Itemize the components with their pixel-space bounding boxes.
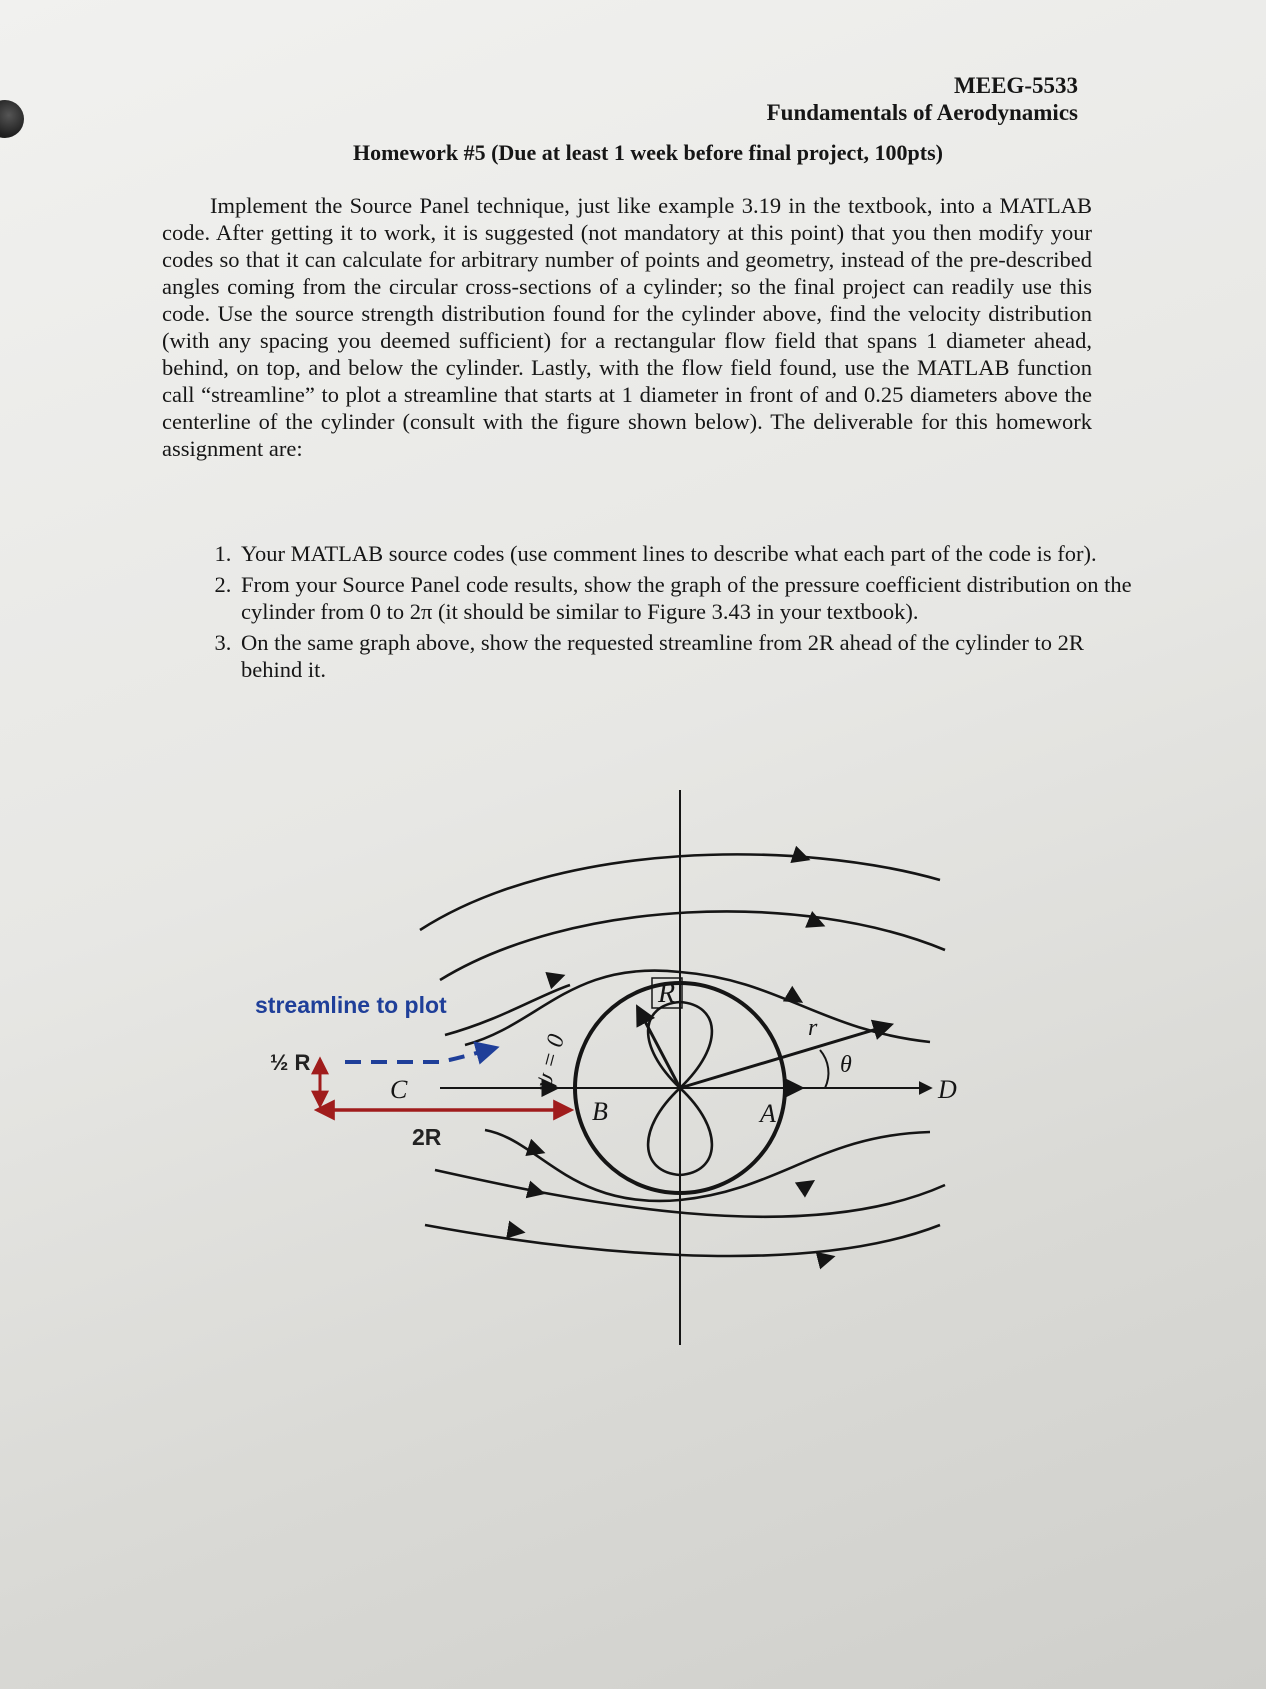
point-label-D: D bbox=[938, 1075, 957, 1104]
point-label-B: B bbox=[592, 1097, 608, 1126]
deliverables-list bbox=[195, 540, 1142, 687]
radius-label-R: R bbox=[658, 978, 676, 1009]
flow-arrow bbox=[800, 1182, 812, 1190]
offset-label: ½ R bbox=[270, 1050, 311, 1075]
psi-zero-label: ψ = 0 bbox=[530, 1031, 571, 1092]
deliverable-item: 3. On the same graph above, show the requested streamline from 2R ahead of the cylinder to 2R behind it. bbox=[237, 629, 1142, 683]
flow-arrow bbox=[790, 995, 800, 1001]
intro-paragraph: Implement the Source Panel technique, just like example 3.19 in the textbook, into a MATLAB code. After getting it to work, it is suggested (not mandatory at this point) that you then modify your codes so that it can calculate for arbitrary number of points and geometry, instead of the pre-described angles coming from the circular cross-sections of a cylinder; so the final project can readily use this code. Use the source strength distribution found for the cylinder above, find the velocity distribution (with any spacing you deemed sufficient) for a rectangular flow field that spans 1 diameter ahead, behind, on top, and below the cylinder. Lastly, with the flow field found, use the MATLAB function call “streamline” to plot a streamline that starts at 1 diameter in front of and 0.25 diameters above the centerline of the cylinder (consult with the figure shown below). The deliverable for this homework assignment are: bbox=[162, 193, 1092, 461]
deliverable-item: 2. From your Source Panel code results, show the graph of the pressure coefficient distribution on the cylinder from 0 to 2π (it should be similar to Figure 3.43 in your textbook). bbox=[237, 571, 1142, 625]
course-header bbox=[767, 72, 1078, 126]
point-label-A: A bbox=[760, 1099, 776, 1128]
flow-arrow bbox=[530, 1190, 542, 1193]
radius-R-line bbox=[638, 1008, 680, 1088]
streamline-to-plot bbox=[345, 1048, 495, 1062]
homework-title: Homework #5 (Due at least 1 week before final project, 100pts) bbox=[352, 140, 944, 165]
cylinder-flow-figure bbox=[240, 780, 960, 1350]
theta-angle-arc bbox=[820, 1050, 828, 1088]
binder-hole bbox=[0, 100, 24, 138]
streamline-label: streamline to plot bbox=[255, 992, 447, 1018]
course-name: Fundamentals of Aerodynamics bbox=[766, 100, 1078, 125]
radius-label-r: r bbox=[808, 1015, 818, 1041]
flow-arrow bbox=[810, 920, 822, 925]
flow-arrow bbox=[510, 1230, 522, 1232]
distance-label: 2R bbox=[412, 1124, 442, 1150]
theta-label: θ bbox=[840, 1052, 852, 1078]
flow-arrow bbox=[550, 976, 562, 980]
deliverable-item: 1. Your MATLAB source codes (use comment lines to describe what each part of the code is for). bbox=[237, 540, 1142, 567]
streamline-upper-2 bbox=[440, 911, 945, 980]
streamline-lower-3 bbox=[425, 1225, 940, 1256]
flow-arrow bbox=[820, 1257, 832, 1260]
course-code: MEEG-5533 bbox=[954, 73, 1078, 98]
point-label-C: C bbox=[390, 1075, 408, 1104]
